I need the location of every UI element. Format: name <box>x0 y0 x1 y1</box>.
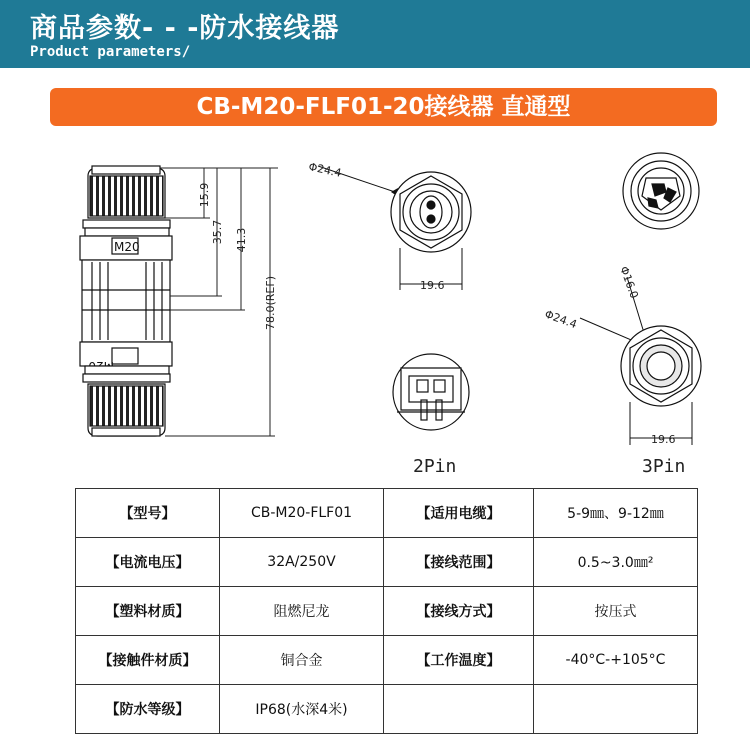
table-row <box>76 587 698 636</box>
dim-15-9: 15.9 <box>198 182 211 208</box>
spec-value: 5-9㎜、9-12㎜ <box>534 489 698 538</box>
spec-key: 【电流电压】 <box>76 538 220 587</box>
dim-78-ref: 78.0(REF) <box>264 276 277 330</box>
spec-empty <box>534 685 698 734</box>
connector-2pin-front-view <box>393 354 469 430</box>
dim-w-top: 19.6 <box>420 279 445 292</box>
page-title: 商品参数- - -防水接线器 <box>30 13 340 44</box>
model-banner <box>50 88 717 126</box>
spec-key: 【防水等级】 <box>76 685 220 734</box>
spec-key: 【接触件材质】 <box>76 636 220 685</box>
dim-dia-top: Φ24.4 <box>307 160 343 180</box>
connector-side-view <box>80 166 172 436</box>
dim-41-3: 41.3 <box>235 227 248 253</box>
spec-key: 【塑料材质】 <box>76 587 220 636</box>
connector-3pin-top-view <box>623 153 699 229</box>
page-subtitle: Product parameters/ <box>30 44 191 60</box>
spec-table <box>75 488 698 734</box>
spec-key: 【适用电缆】 <box>384 489 534 538</box>
table-row <box>76 489 698 538</box>
dim-dia-inner: Φ16.0 <box>617 264 641 301</box>
table-row <box>76 685 698 734</box>
spec-value: 铜合金 <box>220 636 384 685</box>
pin3-label: 3Pin <box>642 456 686 477</box>
technical-drawing <box>0 140 750 460</box>
table-row <box>76 538 698 587</box>
side-dimensions <box>160 168 278 436</box>
spec-value: -40°C-+105°C <box>534 636 698 685</box>
table-row <box>76 636 698 685</box>
spec-key: 【接线范围】 <box>384 538 534 587</box>
spec-value: IP68(水深4米) <box>220 685 384 734</box>
spec-key: 【型号】 <box>76 489 220 538</box>
connector-3pin-side-view <box>580 277 701 445</box>
dim-dia-right: Φ24.4 <box>542 307 579 332</box>
connector-2pin-top-view <box>318 166 471 290</box>
spec-key: 【工作温度】 <box>384 636 534 685</box>
model-title: CB-M20-FLF01-20接线器 直通型 <box>196 94 571 120</box>
dim-w-right: 19.6 <box>651 433 676 446</box>
spec-value: 32A/250V <box>220 538 384 587</box>
spec-value: 阻燃尼龙 <box>220 587 384 636</box>
body-mark-top: M20 <box>114 240 140 254</box>
spec-value: CB-M20-FLF01 <box>220 489 384 538</box>
dim-35-7: 35.7 <box>211 219 224 245</box>
spec-value: 按压式 <box>534 587 698 636</box>
header-banner <box>0 0 750 68</box>
spec-empty <box>384 685 534 734</box>
spec-key: 【接线方式】 <box>384 587 534 636</box>
spec-value: 0.5~3.0㎜² <box>534 538 698 587</box>
pin2-label: 2Pin <box>413 456 457 477</box>
